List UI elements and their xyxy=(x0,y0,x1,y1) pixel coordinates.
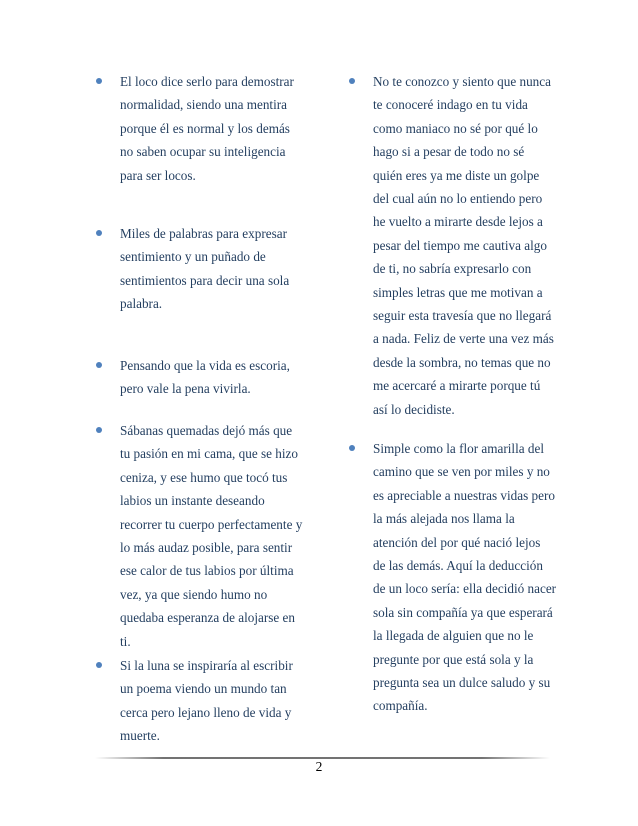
text-line: Sábanas quemadas dejó más que xyxy=(120,423,293,438)
paragraph-left-3 xyxy=(120,354,290,401)
text-line: sentimientos para decir una sola xyxy=(120,272,290,288)
text-line: te conoceré indago en tu vida xyxy=(373,97,528,113)
text-line: porque él es normal y los demás xyxy=(120,120,290,136)
text-line: sentimiento y un puñado de xyxy=(120,249,266,265)
text-line: un poema viendo un mundo tan xyxy=(120,681,287,697)
text-line: No te conozco y siento que nunca xyxy=(373,74,551,89)
paragraph-left-2 xyxy=(120,222,289,316)
text-line: camino que se ven por miles y no xyxy=(373,464,550,480)
text-line: vez, ya que siendo humo no xyxy=(120,586,268,602)
text-line: no saben ocupar su inteligencia xyxy=(120,144,286,160)
text-line: me acercaré a mirarte porque tú xyxy=(373,378,541,394)
bullet-icon xyxy=(96,230,102,236)
text-line: cerca pero lejano lleno de vida y xyxy=(120,704,292,720)
text-line: de un loco sería: ella decidió nacer xyxy=(373,581,557,597)
text-line: seguir esta travesía que no llegará xyxy=(373,308,552,324)
text-line: recorrer tu cuerpo perfectamente y xyxy=(120,516,303,532)
bullet-icon xyxy=(96,662,102,668)
text-line: El loco dice serlo para demostrar xyxy=(120,74,294,89)
text-line: ti. xyxy=(120,633,131,649)
text-line: es apreciable a nuestras vidas pero xyxy=(373,487,555,503)
text-line: muerte. xyxy=(120,728,160,744)
text-line: hago si a pesar de todo no sé xyxy=(373,144,525,160)
text-line: la llegada de alguien que no le xyxy=(373,628,534,644)
paragraph-left-4 xyxy=(120,419,302,653)
text-line: la más alejada nos llama la xyxy=(373,511,515,527)
text-line: de ti, no sabría expresarlo con xyxy=(373,261,532,277)
text-line: Si la luna se inspiraría al escribir xyxy=(120,658,293,673)
bullet-icon xyxy=(96,78,102,84)
text-line: Pensando que la vida es escoria, xyxy=(120,358,290,373)
bullet-icon xyxy=(349,78,355,84)
text-line: compañía. xyxy=(373,698,428,714)
text-line: del cual aún no lo entiendo pero xyxy=(373,191,543,207)
bullet-icon xyxy=(96,427,102,433)
text-line: he vuelto a mirarte desde lejos a xyxy=(373,214,543,230)
paragraph-right-2 xyxy=(373,437,556,718)
text-line: ese calor de tus labios por última xyxy=(120,563,294,579)
text-line: Miles de palabras para expresar xyxy=(120,226,287,241)
text-line: pero vale la pena vivirla. xyxy=(120,381,251,397)
text-line: lo más audaz posible, para sentir xyxy=(120,540,293,556)
page-number: 2 xyxy=(315,759,323,774)
text-line: tu pasión en mi cama, que se hizo xyxy=(120,446,298,462)
text-line: quedaba esperanza de alojarse en xyxy=(120,610,295,626)
paragraph-left-5 xyxy=(120,654,293,748)
text-line: simples letras que me motivan a xyxy=(373,284,543,300)
text-line: de las demás. Aquí la deducción xyxy=(373,558,543,574)
text-line: labios un instante deseando xyxy=(120,493,265,509)
text-line: sola sin compañía ya que esperará xyxy=(373,604,553,620)
text-line: para ser locos. xyxy=(120,167,196,183)
text-line: pregunte por que está sola y la xyxy=(373,651,534,667)
text-line: normalidad, siendo una mentira xyxy=(120,97,287,113)
text-line: Simple como la flor amarilla del xyxy=(373,441,545,456)
bullet-icon xyxy=(349,445,355,451)
text-line: a nada. Feliz de verte una vez más xyxy=(373,331,554,347)
text-line: ceniza, y ese humo que tocó tus xyxy=(120,469,288,485)
text-line: como maniaco no sé por qué lo xyxy=(373,120,538,136)
bullet-icon xyxy=(96,362,102,368)
text-line: atención del por qué nació lejos xyxy=(373,534,541,550)
text-line: pregunta sea un dulce saludo y su xyxy=(373,675,551,691)
text-line: pesar del tiempo me cautiva algo xyxy=(373,237,547,253)
text-line: desde la sombra, no temas que no xyxy=(373,354,551,370)
text-line: así lo decidiste. xyxy=(373,401,455,417)
paragraph-left-1 xyxy=(120,70,294,187)
text-line: quién eres ya me diste un golpe xyxy=(373,167,540,183)
paragraph-right-1 xyxy=(373,70,554,421)
text-line: palabra. xyxy=(120,296,163,312)
